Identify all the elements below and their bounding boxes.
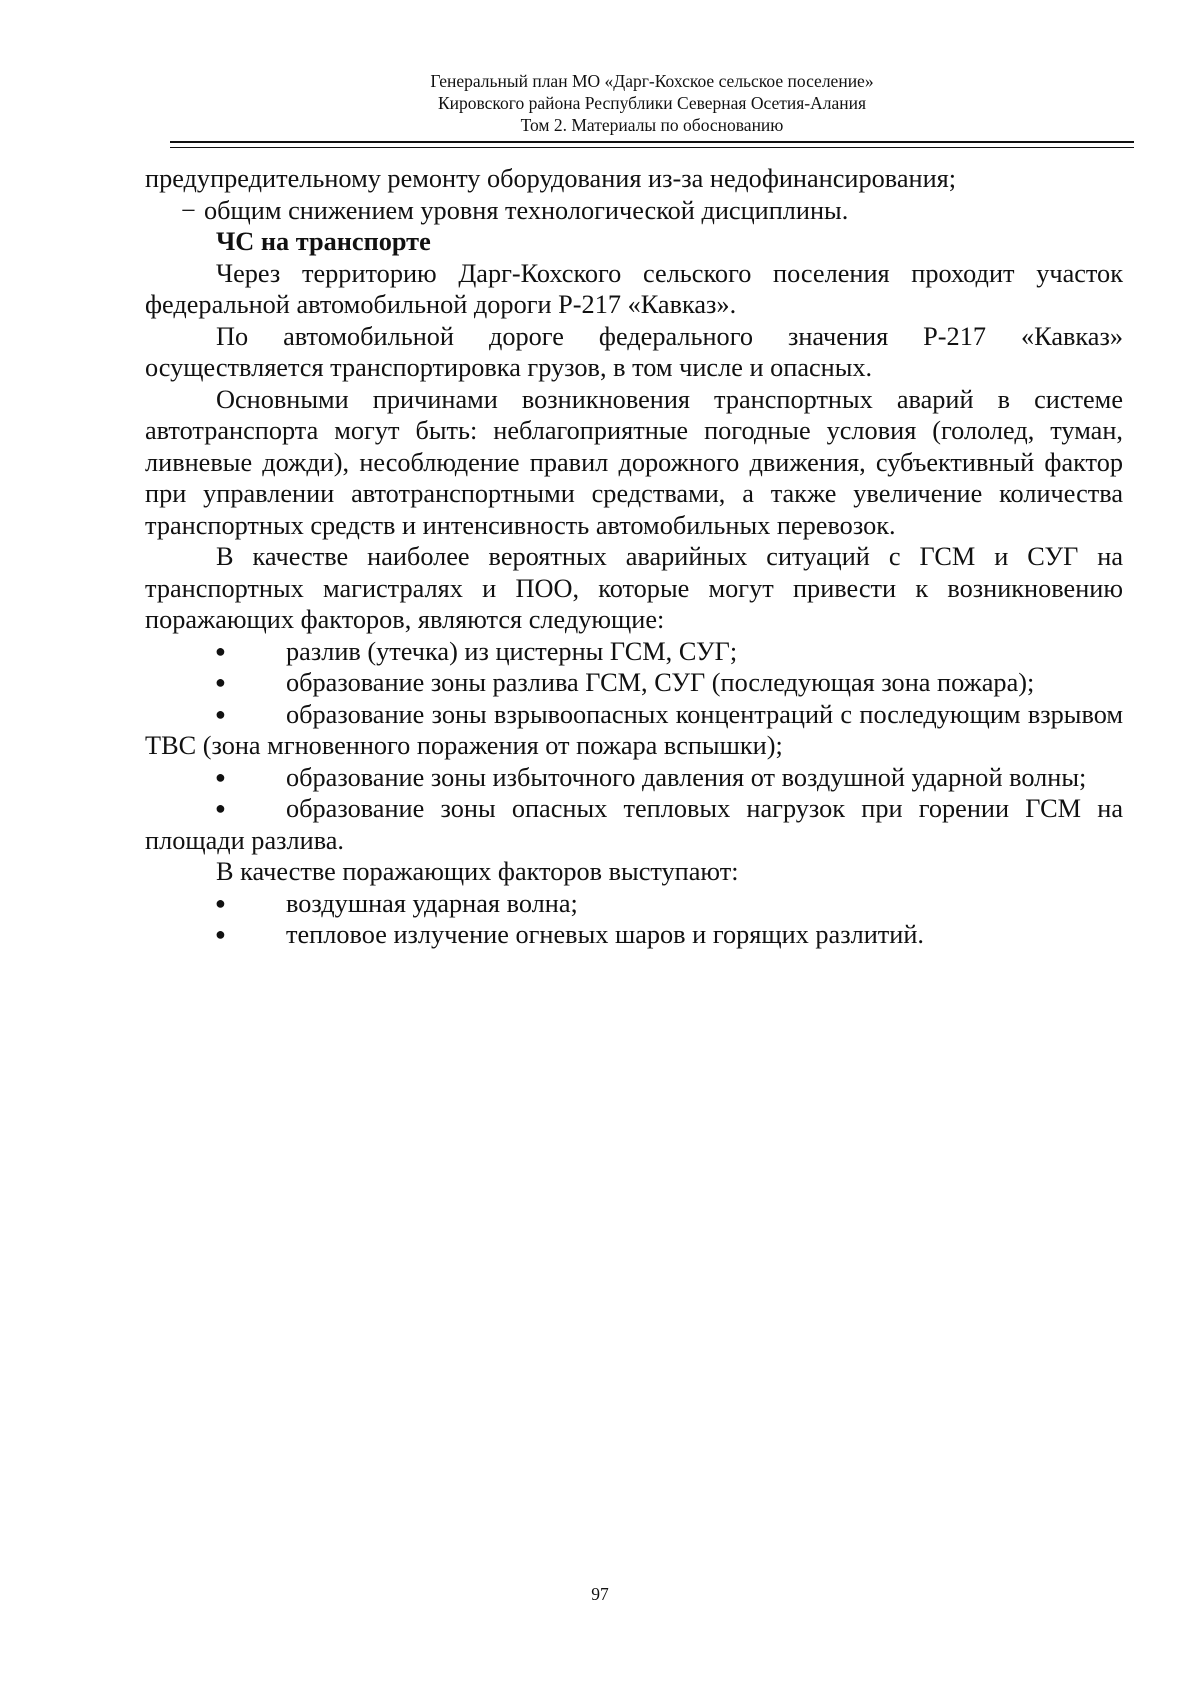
bullet-item	[145, 636, 1123, 668]
header-line-3: Том 2. Материалы по обоснованию	[520, 115, 784, 135]
paragraph-5: В качестве поражающих факторов выступают:	[216, 857, 739, 886]
bullet-item	[145, 919, 1123, 951]
dash-marker: −	[181, 195, 196, 225]
bullet-marker: ●	[215, 766, 226, 787]
bullet-marker: ●	[215, 672, 226, 692]
bullet-item-text: тепловое излучение огневых шаров и горящих разлитий.	[286, 920, 925, 949]
bullet-item-text: образование зоны избыточного давления от воздушной ударной волны;	[286, 762, 1087, 792]
dash-list-item	[145, 195, 1123, 227]
bullet-item	[145, 762, 1123, 794]
bullet-marker: ●	[215, 798, 226, 818]
dash-list-item-text: общим снижением уровня технологической дисциплины.	[204, 195, 849, 225]
bullet-item-text: разлив (утечка) из цистерны ГСМ, СУГ;	[286, 636, 738, 666]
paragraph-1: Через территорию Дарг-Кохского сельского поселения проходит участок федеральной автомобильной дороги Р-217 «Кавказ».	[145, 258, 1123, 319]
page-content	[145, 163, 1123, 951]
bullet-marker: ●	[215, 892, 226, 913]
bullet-item-text: образование зоны разлива ГСМ, СУГ (последующая зона пожара);	[286, 668, 1035, 697]
paragraph-4: В качестве наиболее вероятных аварийных ситуаций с ГСМ и СУГ на транспортных магистралях и ПОО, которые могут привести к возникновению поражающих факторов, являются следующие:	[145, 542, 1123, 634]
paragraph-3: Основными причинами возникновения транспортных аварий в системе автотранспорта могут быть: неблагоприятные погодные условия (гололед, туман, ливневые дожди), несоблюдение правил дорожного движения, субъективный фактор при управлении автотранспортными средствами, а также увеличение количества транспортных средств и интенсивность автомобильных перевозок.	[145, 384, 1123, 540]
bullet-item-text: образование зоны опасных тепловых нагрузок при горении ГСМ на площади разлива.	[145, 794, 1123, 855]
bullet-marker: ●	[215, 640, 226, 661]
bullet-item	[145, 888, 1123, 920]
bullet-item	[145, 699, 1123, 762]
paragraph-continuation: предупредительному ремонту оборудования из-за недофинансирования;	[145, 164, 957, 193]
page-header	[170, 70, 1134, 136]
header-line-2: Кировского района Республики Северная Осетия-Алания	[437, 93, 867, 113]
bullet-item	[145, 667, 1123, 699]
page-number: 97	[591, 1584, 609, 1604]
paragraph-2: По автомобильной дороге федерального значения Р-217 «Кавказ» осуществляется транспортировка грузов, в том числе и опасных.	[145, 321, 1123, 382]
section-heading: ЧС на транспорте	[216, 227, 431, 256]
bullet-marker: ●	[215, 703, 226, 724]
header-double-rule	[170, 141, 1134, 148]
bullet-item	[145, 793, 1123, 856]
bullet-item-text: воздушная ударная волна;	[286, 888, 578, 918]
bullet-item-text: образование зоны взрывоопасных концентраций с последующим взрывом ТВС (зона мгновенного поражения от пожара вспышки);	[145, 699, 1123, 760]
header-line-1: Генеральный план МО «Дарг-Кохское сельское поселение»	[430, 71, 874, 91]
bullet-marker: ●	[215, 924, 226, 944]
